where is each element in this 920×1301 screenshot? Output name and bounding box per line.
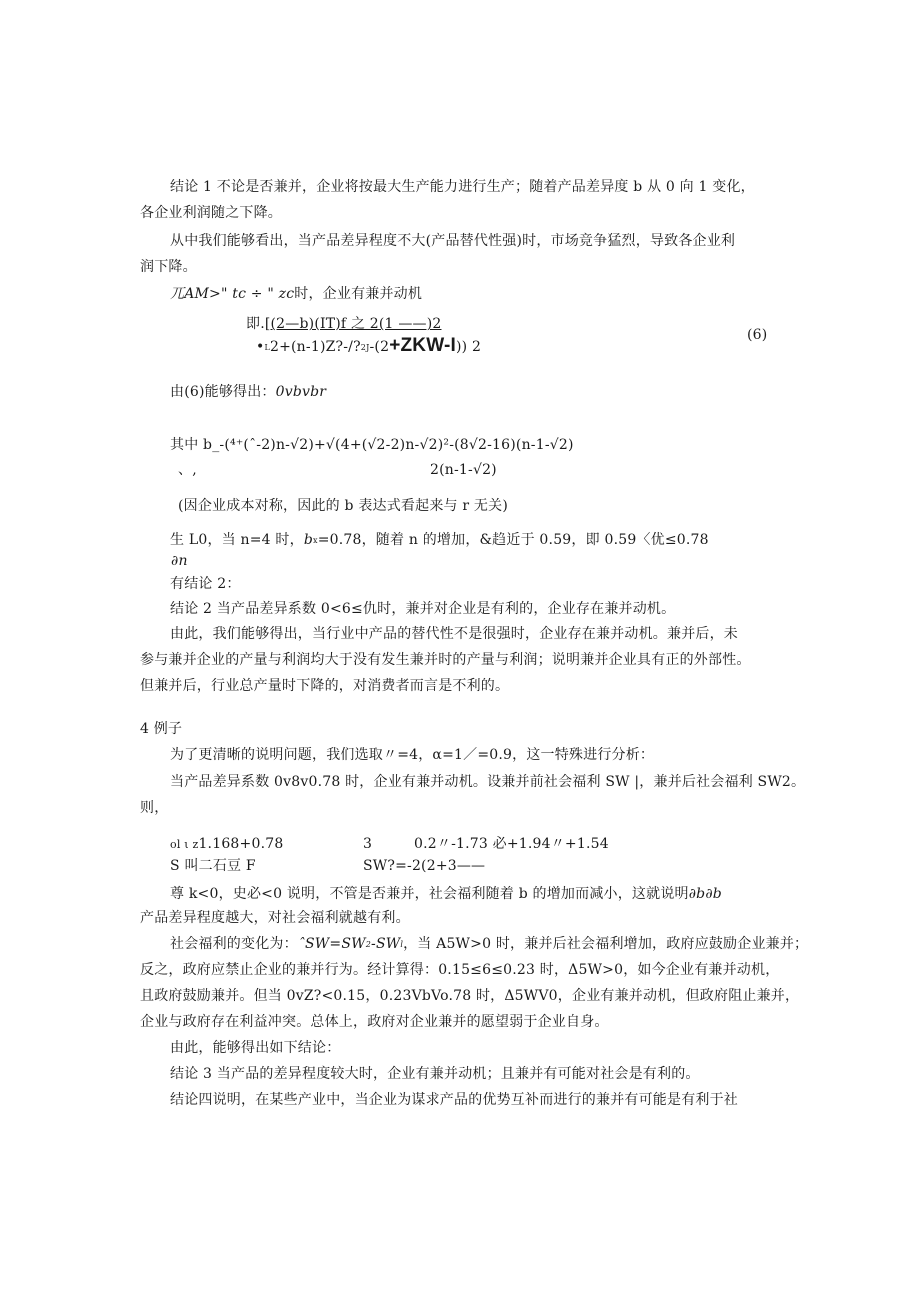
conclusion-4-line-1: 结论四说明，在某些产业中，当企业为谋求产品的优势互补而进行的兼并有可能是有利于社	[170, 1092, 738, 1108]
welfare-change-line-4: 企业与政府存在利益冲突。总体上，政府对企业兼并的愿望弱于企业自身。	[140, 1014, 609, 1030]
b-expression-punctuation: 、,	[178, 462, 197, 478]
equation-6-numerator-line	[246, 314, 441, 334]
welfare-change-line-2: 反之，政府应禁止企业的兼并行为。经计算得：0.15≤6≤0.23 时，Δ5W>0，如今企业有兼并动机，	[140, 962, 780, 978]
merger-condition-formula: 兀AM>" tc ÷ " zc	[170, 286, 295, 302]
welfare-formula-row-1-middle: 3	[363, 836, 373, 852]
paragraph-10-line-2: 参与兼并企业的产量与利润均大于没有发生兼并时的产量与利润；说明兼并企业具有正的外部性。	[140, 652, 751, 668]
merger-condition-line	[170, 284, 422, 304]
equation-6-prefix: 即.	[246, 316, 265, 332]
equation-6-denominator: •L2+(n-1)Z?-/?2J-(2+ZKW-I)) 2	[256, 335, 482, 356]
example-setup: 为了更清晰的说明问题，我们选取〃=4，α=1／=0.9，这一特殊进行分析：	[170, 747, 655, 763]
derivation-variable: 0vbvbr	[275, 384, 327, 400]
welfare-decrease-line-1: 尊 k<0，史必<0 说明，不管是否兼并，社会福利随着 b 的增加而减小，这就说明∂b∂b	[170, 886, 722, 902]
threshold-line: 生 L0，当 n=4 时，bx=0.78，随着 n 的增加，&趋近于 0.59，即 0.59〈优≤0.78	[170, 532, 709, 548]
partial-derivative-symbol: ∂n	[171, 553, 188, 569]
equation-6-label: (6)	[747, 327, 768, 343]
conclusion-3: 结论 3 当产品的差异程度较大时，企业有兼并动机；且兼并有可能对社会是有利的。	[170, 1066, 700, 1082]
b-expression-denominator: 2(n-1-√2)	[430, 462, 497, 478]
welfare-formula-row-1: ol ι z1.168+0.78	[170, 836, 284, 852]
welfare-definition-line-1: 当产品差异系数 0v8v0.78 时，企业有兼并动机。设兼并前社会福利 SW |，兼并后社会福利 SW2。	[170, 774, 806, 790]
conclusion-1-line-2: 各企业利润随之下降。	[140, 205, 282, 221]
paragraph-2-line-1: 从中我们能够看出，当产品差异程度不大(产品替代性强)时，市场竞争猛烈，导致各企业利	[170, 233, 736, 249]
b-expression-line-1: 其中 b_-(⁴⁺(ˆ-2)n-√2)+√(4+(√2-2)n-√2)²-(8√2-16)(n-1-√2)	[170, 437, 574, 453]
welfare-formula-row-2-left: S 叫二石豆 F	[170, 858, 256, 874]
welfare-change-line-1: 社会福利的变化为：ˆSW=SW2-SWl，当 A5W>0 时，兼并后社会福利增加，政府应鼓励企业兼并；	[170, 936, 809, 952]
welfare-definition-line-2: 则，	[140, 800, 169, 816]
welfare-decrease-line-2: 产品差异程度越大，对社会福利就越有利。	[140, 910, 410, 926]
conclusion-1-line-1: 结论 1 不论是否兼并，企业将按最大生产能力进行生产；随着产品差异度 b 从 0 向 1 变化，	[170, 179, 755, 195]
conclusion-2-intro: 有结论 2：	[170, 576, 241, 592]
paragraph-10-line-1: 由此，我们能够得出，当行业中产品的替代性不是很强时，企业存在兼并动机。兼并后，未	[170, 626, 738, 642]
paragraph-10-line-3: 但兼并后，行业总产量时下降的，对消费者而言是不利的。	[140, 678, 510, 694]
symmetry-note: (因企业成本对称，因此的 b 表达式看起来与 r 无关)	[178, 498, 508, 514]
section-heading-example: 4 例子	[140, 721, 183, 737]
welfare-formula-row-2-right: SW?=-2(2+3——	[363, 858, 486, 874]
conclusion-2: 结论 2 当产品差异系数 0<6≤仇时，兼并对企业是有利的，企业存在兼并动机。	[170, 601, 676, 617]
paragraph-2-line-2: 润下降。	[140, 259, 197, 275]
equation-6-numerator: [(2—b)(IT)f 之 2(1 ——)2	[264, 316, 442, 332]
merger-condition-text: 时，企业有兼并动机	[294, 286, 423, 302]
welfare-change-line-3: 且政府鼓励兼并。但当 0vZ?<0.15，0.23VbVo.78 时，Δ5WV0，企业有兼并动机，但政府阻止兼并，	[140, 988, 800, 1004]
conclusion-3-intro: 由此，能够得出如下结论：	[170, 1040, 341, 1056]
welfare-formula-row-1-right: 0.2〃-1.73 必+1.94〃+1.54	[414, 836, 609, 852]
derivation-line: 由(6)能够得出：0vbvbr	[170, 384, 327, 400]
